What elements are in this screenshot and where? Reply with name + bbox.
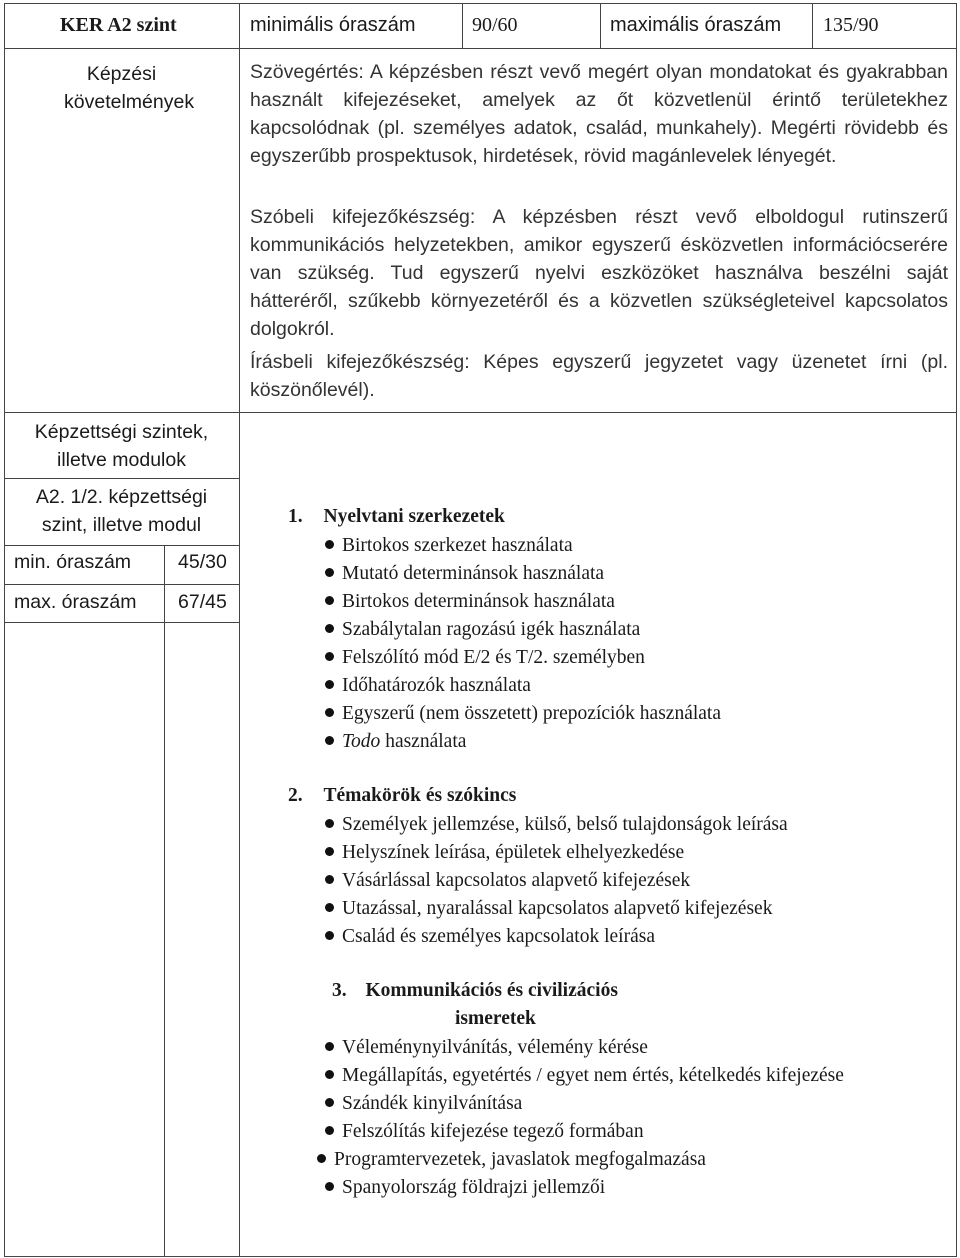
- bullet-icon: [325, 736, 334, 745]
- list-item: Család és személyes kapcsolatok leírása: [325, 923, 788, 951]
- section-3-heading: Kommunikációs és civilizációs: [365, 980, 618, 1001]
- list-item: Szándék kinyilvánítása: [325, 1090, 844, 1118]
- bullet-icon: [325, 540, 334, 549]
- bullet-icon: [317, 1154, 326, 1163]
- bullet-icon: [325, 624, 334, 633]
- section-1-title: [288, 506, 505, 528]
- list-item: Szabálytalan ragozású igék használata: [325, 616, 721, 644]
- list-item: Egyszerű (nem összetett) prepozíciók használata: [325, 700, 721, 728]
- section-2-list: [325, 811, 788, 951]
- bullet-icon: [325, 1042, 334, 1051]
- level-title: KER A2 szint: [60, 14, 177, 36]
- list-item: Felszólító mód E/2 és T/2. személyben: [325, 644, 721, 672]
- bullet-icon: [325, 568, 334, 577]
- section-2-title: [288, 785, 516, 807]
- max-hours-left-value: 67/45: [178, 591, 227, 613]
- list-item: Utazással, nyaralással kapcsolatos alapvető kifejezések: [325, 895, 788, 923]
- bullet-icon: [325, 1126, 334, 1135]
- bullet-icon: [325, 847, 334, 856]
- section-3-title: [332, 980, 618, 1002]
- bullet-icon: [325, 819, 334, 828]
- row-divider-module: [4, 478, 240, 479]
- list-item: Véleménynyilvánítás, vélemény kérése: [325, 1034, 844, 1062]
- list-item: Mutató determinánsok használata: [325, 560, 721, 588]
- list-item: Megállapítás, egyetértés / egyet nem értés, kételkedés kifejezése: [325, 1062, 844, 1090]
- max-hours-label: maximális óraszám: [610, 14, 782, 36]
- section-1-list: [325, 532, 721, 756]
- list-item: Felszólítás kifejezése tegező formában: [325, 1118, 844, 1146]
- section-2-heading: Témakörök és szókincs: [323, 785, 517, 806]
- header-divider-4: [812, 3, 813, 48]
- list-item: Todo használata: [325, 728, 721, 756]
- levels-label: Képzettségi szintek, illetve modulok: [34, 421, 209, 471]
- list-item: Vásárlással kapcsolatos alapvető kifejezések: [325, 867, 788, 895]
- row-divider-min: [4, 545, 240, 546]
- bullet-icon: [325, 680, 334, 689]
- bullet-icon: [325, 931, 334, 940]
- bullet-icon: [325, 708, 334, 717]
- list-item: Helyszínek leírása, épületek elhelyezkedése: [325, 839, 788, 867]
- bullet-icon: [325, 875, 334, 884]
- writing-requirement: Írásbeli kifejezőkészség: Képes egyszerű jegyzetet vagy üzenetet írni (pl. köszönőlevél).: [250, 351, 948, 401]
- list-item: Birtokos szerkezet használata: [325, 532, 721, 560]
- row-divider-levels: [4, 412, 957, 413]
- header-divider: [4, 48, 957, 49]
- section-1-heading: Nyelvtani szerkezetek: [323, 506, 505, 527]
- max-hours-value: 135/90: [823, 14, 879, 36]
- section-2-number: 2.: [288, 785, 303, 806]
- bullet-icon: [325, 1098, 334, 1107]
- section-1-number: 1.: [288, 506, 303, 527]
- row-divider-max: [4, 584, 240, 585]
- section-3-number: 3.: [332, 980, 347, 1001]
- reading-requirement: Szövegértés: A képzésben részt vevő megért olyan mondatokat és gyakrabban használt kifejezéseket, amelyek az őt közvetlenül érintő területekhez kapcsolódnak (pl. személyes adatok, család, munkahely). Megérti rövidebb és egyszerűbb prospektusok, hirdetések, rövid magánlevelek lényegét.: [250, 61, 948, 167]
- bullet-icon: [325, 1070, 334, 1079]
- list-item: Programtervezetek, javaslatok megfogalmazása: [317, 1146, 844, 1174]
- header-divider-3: [600, 3, 601, 48]
- list-item: Birtokos determinánsok használata: [325, 588, 721, 616]
- todo-word: Todo: [342, 731, 381, 752]
- column-divider: [239, 3, 240, 1257]
- bullet-icon: [325, 596, 334, 605]
- module-label: A2. 1/2. képzettségi szint, illetve modul: [35, 486, 208, 536]
- header-divider-2: [462, 3, 463, 48]
- section-3-list: [325, 1034, 844, 1202]
- list-item: Spanyolország földrajzi jellemzői: [325, 1174, 844, 1202]
- row-divider-bottom: [4, 622, 240, 623]
- bullet-icon: [325, 1182, 334, 1191]
- min-hours-label: minimális óraszám: [250, 14, 416, 36]
- speaking-requirement: Szóbeli kifejezőkészség: A képzésben részt vevő elboldogul rutinszerű kommunikációs helyzetekben, amikor egyszerű ésközvetlen információcserére van szükség. Tud egyszerű nyelvi eszközöket használva beszélni saját hátteréről, szűkebb környezetéről és a közvetlen szükségleteivel kapcsolatos dolgokról.: [250, 206, 948, 340]
- bullet-icon: [325, 652, 334, 661]
- min-hours-left-label: min. óraszám: [14, 551, 132, 573]
- section-3-heading-line2: ismeretek: [455, 1008, 536, 1029]
- max-hours-left-label: max. óraszám: [14, 591, 137, 613]
- requirements-label: Képzési követelmények: [64, 63, 195, 113]
- list-item: Személyek jellemzése, külső, belső tulajdonságok leírása: [325, 811, 788, 839]
- min-hours-left-value: 45/30: [178, 551, 227, 573]
- min-hours-value: 90/60: [472, 14, 518, 36]
- list-item: Időhatározók használata: [325, 672, 721, 700]
- hours-divider: [164, 545, 165, 1257]
- bullet-icon: [325, 903, 334, 912]
